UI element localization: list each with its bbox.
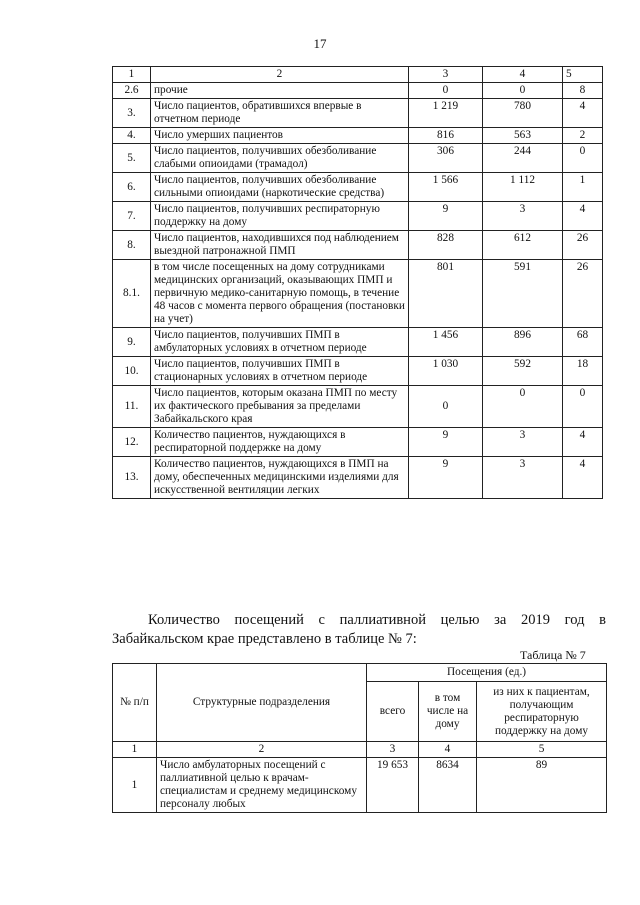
cell-home: 896 (483, 328, 563, 357)
cell-total: 1 566 (409, 173, 483, 202)
cell-resp: 26 (563, 231, 603, 260)
row-number: 6. (113, 173, 151, 202)
cell-total: 9 (409, 457, 483, 499)
table-row (113, 99, 603, 128)
col-visits-header: Посещения (ед.) (367, 664, 607, 682)
cell-resp: 4 (563, 457, 603, 499)
cell-home: 780 (483, 99, 563, 128)
header-cell: 5 (563, 67, 603, 83)
row-number: 7. (113, 202, 151, 231)
cell-total: 828 (409, 231, 483, 260)
cell-resp: 4 (563, 428, 603, 457)
index-row (113, 742, 607, 758)
row-number: 3. (113, 99, 151, 128)
row-label: Число пациентов, находившихся под наблюдением выездной патронажной ПМП (151, 231, 409, 260)
table-row (113, 386, 603, 428)
cell-total: 816 (409, 128, 483, 144)
cell-home: 3 (483, 457, 563, 499)
paragraph-line: Количество посещений с паллиативной целью за 2019 год в (148, 612, 606, 628)
table-row (113, 457, 603, 499)
header-cell: 3 (409, 67, 483, 83)
row-number: 8. (113, 231, 151, 260)
paragraph-line: Забайкальском крае представлено в таблице № 7: (112, 631, 417, 647)
row-number: 10. (113, 357, 151, 386)
row-number: 12. (113, 428, 151, 457)
cell-resp: 2 (563, 128, 603, 144)
table-row (113, 202, 603, 231)
col-total-header: всего (367, 682, 419, 742)
table-row (113, 428, 603, 457)
row-number: 8.1. (113, 260, 151, 328)
header-cell: 1 (113, 67, 151, 83)
header-cell: 2 (151, 67, 409, 83)
cell-total: 9 (409, 202, 483, 231)
cell-home: 3 (483, 202, 563, 231)
index-cell: 5 (477, 742, 607, 758)
row-label: Число пациентов, получивших респираторную поддержку на дому (151, 202, 409, 231)
index-cell: 2 (157, 742, 367, 758)
col-num-header: № п/п (113, 664, 157, 742)
row-label: Число пациентов, получивших обезболивание слабыми опиоидами (трамадол) (151, 144, 409, 173)
cell-home: 591 (483, 260, 563, 328)
row-number: 4. (113, 128, 151, 144)
intro-paragraph (112, 611, 606, 649)
cell-total: 0 (409, 386, 483, 428)
row-number: 5. (113, 144, 151, 173)
page-number: 17 (313, 36, 327, 51)
row-label: в том числе посещенных на дому сотрудниками медицинских организаций, оказывающих ПМП и первичную медико-санитарную помощь, в течение 48 часов с момента первого обращения (постановки на учет) (151, 260, 409, 328)
cell-total: 1 456 (409, 328, 483, 357)
index-cell: 4 (419, 742, 477, 758)
row-label: Количество пациентов, нуждающихся в респираторной поддержке на дому (151, 428, 409, 457)
cell-resp: 4 (563, 99, 603, 128)
cell-total: 306 (409, 144, 483, 173)
cell-home: 8634 (419, 758, 477, 813)
cell-home: 244 (483, 144, 563, 173)
row-label: Число пациентов, которым оказана ПМП по месту их фактического пребывания за пределами Забайкальского края (151, 386, 409, 428)
cell-resp: 8 (563, 83, 603, 99)
table-header-row (113, 67, 603, 83)
row-label: Число пациентов, получивших ПМП в стационарных условиях в отчетном периоде (151, 357, 409, 386)
row-label: Число умерших пациентов (151, 128, 409, 144)
row-label: прочие (151, 83, 409, 99)
cell-resp: 4 (563, 202, 603, 231)
table-row (113, 758, 607, 813)
table-row (113, 128, 603, 144)
table-row (113, 328, 603, 357)
cell-resp: 26 (563, 260, 603, 328)
row-label: Число пациентов, получивших обезболивание сильными опиоидами (наркотические средства) (151, 173, 409, 202)
row-label: Число пациентов, получивших ПМП в амбулаторных условиях в отчетном периоде (151, 328, 409, 357)
cell-home: 0 (483, 386, 563, 428)
cell-resp: 68 (563, 328, 603, 357)
row-label: Число пациентов, обратившихся впервые в отчетном периоде (151, 99, 409, 128)
cell-total: 1 219 (409, 99, 483, 128)
row-label: Количество пациентов, нуждающихся в ПМП на дому, обеспеченных медицинскими изделиями для искусственной вентиляции легких (151, 457, 409, 499)
statistics-table (112, 66, 603, 499)
cell-resp: 0 (563, 144, 603, 173)
table-caption: Таблица № 7 (520, 648, 586, 662)
row-number: 11. (113, 386, 151, 428)
index-cell: 3 (367, 742, 419, 758)
table-row (113, 260, 603, 328)
cell-resp: 1 (563, 173, 603, 202)
table-row (113, 144, 603, 173)
index-cell: 1 (113, 742, 157, 758)
header-cell: 4 (483, 67, 563, 83)
row-number: 1 (113, 758, 157, 813)
cell-home: 612 (483, 231, 563, 260)
table-row (113, 357, 603, 386)
row-number: 13. (113, 457, 151, 499)
col-resp-header: из них к пациентам, получающим респираторную поддержку на дому (477, 682, 607, 742)
cell-home: 3 (483, 428, 563, 457)
cell-total: 9 (409, 428, 483, 457)
cell-resp: 18 (563, 357, 603, 386)
cell-home: 592 (483, 357, 563, 386)
cell-total: 0 (409, 83, 483, 99)
cell-home: 1 112 (483, 173, 563, 202)
col-home-header: в том числе на дому (419, 682, 477, 742)
cell-total: 19 653 (367, 758, 419, 813)
table-row (113, 231, 603, 260)
table-row (113, 173, 603, 202)
cell-home: 563 (483, 128, 563, 144)
row-number: 2.6 (113, 83, 151, 99)
visits-table (112, 663, 607, 813)
cell-home: 0 (483, 83, 563, 99)
row-number: 9. (113, 328, 151, 357)
table-row (113, 83, 603, 99)
row-label: Число амбулаторных посещений с паллиативной целью к врачам-специалистам и среднему медицинскому персоналу любых (157, 758, 367, 813)
cell-total: 1 030 (409, 357, 483, 386)
cell-resp: 89 (477, 758, 607, 813)
cell-resp: 0 (563, 386, 603, 428)
cell-total: 801 (409, 260, 483, 328)
col-units-header: Структурные подразделения (157, 664, 367, 742)
